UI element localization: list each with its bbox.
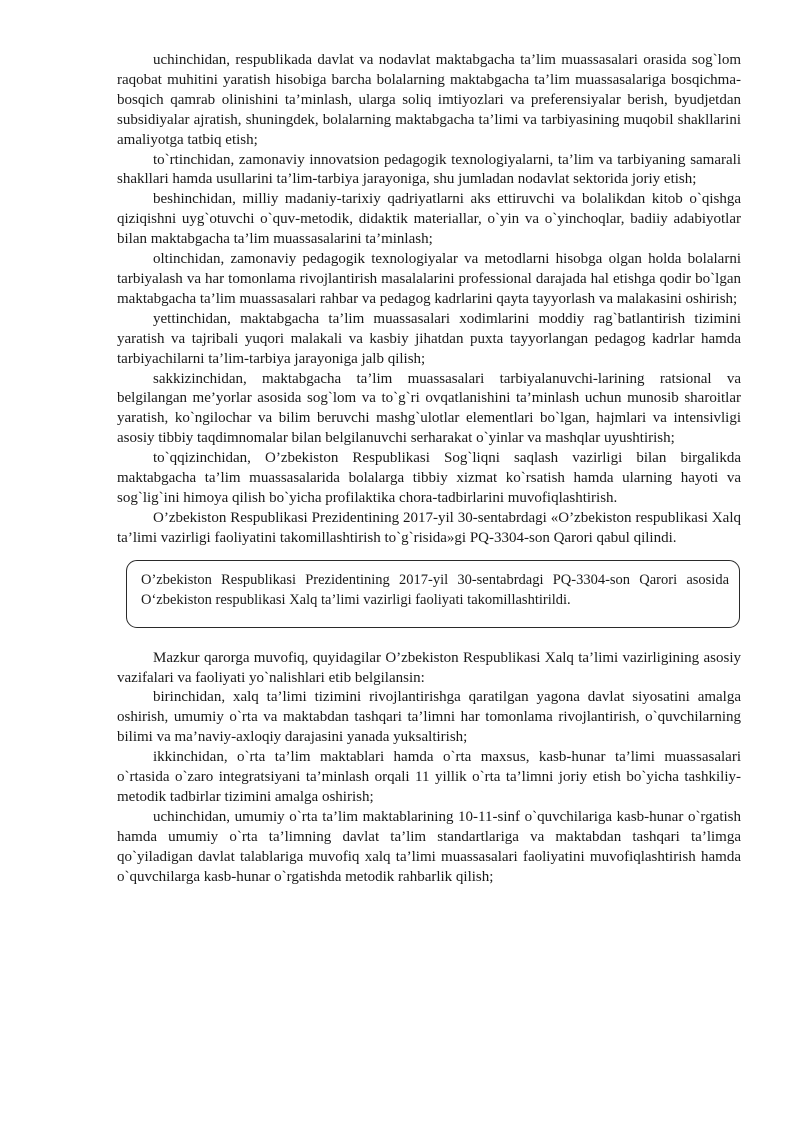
paragraph-toqqizinchidan: to`qqizinchidan, O’zbekiston Respublikasi Sog`liqni saqlash vazirligi bilan birgalikda maktabgacha ta’lim muassasalarida bolalarga tibbiy xizmat ko`rsatish hamda ularning hayoti va sog`lig`ini himoya qilish bo`yicha profilaktika chora-tadbirlarini muvofiqlashtirish. (117, 450, 741, 506)
highlight-note-box (126, 560, 740, 628)
paragraph-beshinchidan: beshinchidan, milliy madaniy-tarixiy qadriyatlarni aks ettiruvchi va bolalikdan kitob o`qishga qiziqishni uyg`otuvchi o`quv-metodik, didaktik materiallar, o`yin va o`yinchoqlar, badiiy adabiyotlar bilan maktabgacha ta’lim muassasalarini ta’minlash; (117, 191, 741, 248)
paragraph-tortinchidan: to`rtinchidan, zamonaviy innovatsion pedagogik texnologiyalarni, ta’lim va tarbiyaning samarali shakllari hamda usullarini ta’lim-tarbiya jarayoniga, shu jumladan nodavlat sektorida joriy etish; (117, 151, 741, 188)
paragraph-oltinchidan: oltinchidan, zamonaviy pedagogik texnologiyalar va metodlarni hisobga olgan holda bolalarni tarbiyalash va har tomonlama rivojlantirish masalalarini professional darajada hal etishga qodir bo`lgan maktabgacha ta’lim muassasalari rahbar va pedagog kadrlarini qayta tayyorlash va malakasini oshirish; (117, 251, 741, 307)
document-page (117, 51, 741, 888)
paragraph-mazkur: Mazkur qarorga muvofiq, quyidagilar O’zbekiston Respublikasi Xalq ta’limi vazirligining asosiy vazifalari va faoliyati yo`nalishlari etib belgilansin: (117, 649, 741, 686)
paragraph-uchinchidan: uchinchidan, respublikada davlat va nodavlat maktabgacha ta’lim muassasalari orasida sog`lom raqobat muhitini yaratish hisobiga barcha bolalarning maktabgacha ta’lim muassasalariga bosqichma-bosqich qamrab olinishini ta’minlash, ularga soliq imtiyozlari va preferensiyalar berish, byudjetdan subsidiyalar ajratish, shuningdek, bolalarning maktabgacha ta’limi va tarbiyasining muqobil shakllarini amaliyotga tatbiq etish; (117, 52, 741, 148)
spacer (117, 628, 741, 649)
paragraph-yettinchidan: yettinchidan, maktabgacha ta’lim muassasalari xodimlarini moddiy rag`batlantirish tizimini yaratish va tajribali yuqori malakali va kasbiy jihatdan puxta tayyorlangan pedagog kadrlar hamda tarbiyachilarni ta’lim-tarbiya jarayoniga jalb qilish; (117, 310, 741, 367)
paragraph-decree: O’zbekiston Respublikasi Prezidentining 2017-yil 30-sentabrdagi «O’zbekiston respublikasi Xalq ta’limi vazirligi faoliyatini takomillashtirish to`g`risida»gi PQ-3304-son Qarori qabul qilindi. (117, 509, 741, 546)
paragraph-ikkinchidan: ikkinchidan, o`rta ta’lim maktablari hamda o`rta maxsus, kasb-hunar ta’limi muassasalari o`rtasida o`zaro integratsiyani ta’minlash orqali 11 yillik o`rta ta’limni joriy etish bo`yicha tashkiliy-metodik tadbirlar tizimini amalga oshirish; (117, 749, 741, 805)
paragraph-sakkizinchidan: sakkizinchidan, maktabgacha ta’lim muassasalari tarbiyalanuvchi-larining ratsional va belgilangan me’yorlar asosida sog`lom va to`g`ri ovqatlanishini ta’minlash uchun munosib sharoitlar yaratish, ko`ngilochar va bilim beruvchi mashg`ulotlar elementlari bo`lgan, hajmlari va intensivligi asosiy tibbiy taqdimnomalar bilan belgilanuvchi serharakat o`yinlar va mashqlar uyushtirish; (117, 370, 741, 447)
note-text: O’zbekiston Respublikasi Prezidentining 2017-yil 30-sentabrdagi PQ-3304-son Qarori asosida O‘zbekiston respublikasi Xalq ta’limi vazirligi faoliyati takomillashtirildi. (141, 571, 729, 608)
paragraph-birinchidan: birinchidan, xalq ta’limi tizimini rivojlantirishga qaratilgan yagona davlat siyosatini amalga oshirish, umumiy o`rta va maktabdan tashqari ta’limni har tomonlama rivojlantirish, o`quvchilarning bilimi va ma’naviy-axloqiy darajasini yanada yuksaltirish; (117, 689, 741, 746)
paragraph-uchinchidan-2: uchinchidan, umumiy o`rta ta’lim maktablarining 10-11-sinf o`quvchilariga kasb-hunar o`rgatish hamda umumiy o`rta ta’limning davlat ta’lim standartlariga va maktabdan tashqari ta’limga qo`yiladigan davlat talablariga muvofiq xalq ta’limi muassasalari faoliyatini muvofiqlashtirish hamda o`quvchilarga kasb-hunar o`rgatishda metodik rahbarlik qilish; (117, 808, 741, 885)
